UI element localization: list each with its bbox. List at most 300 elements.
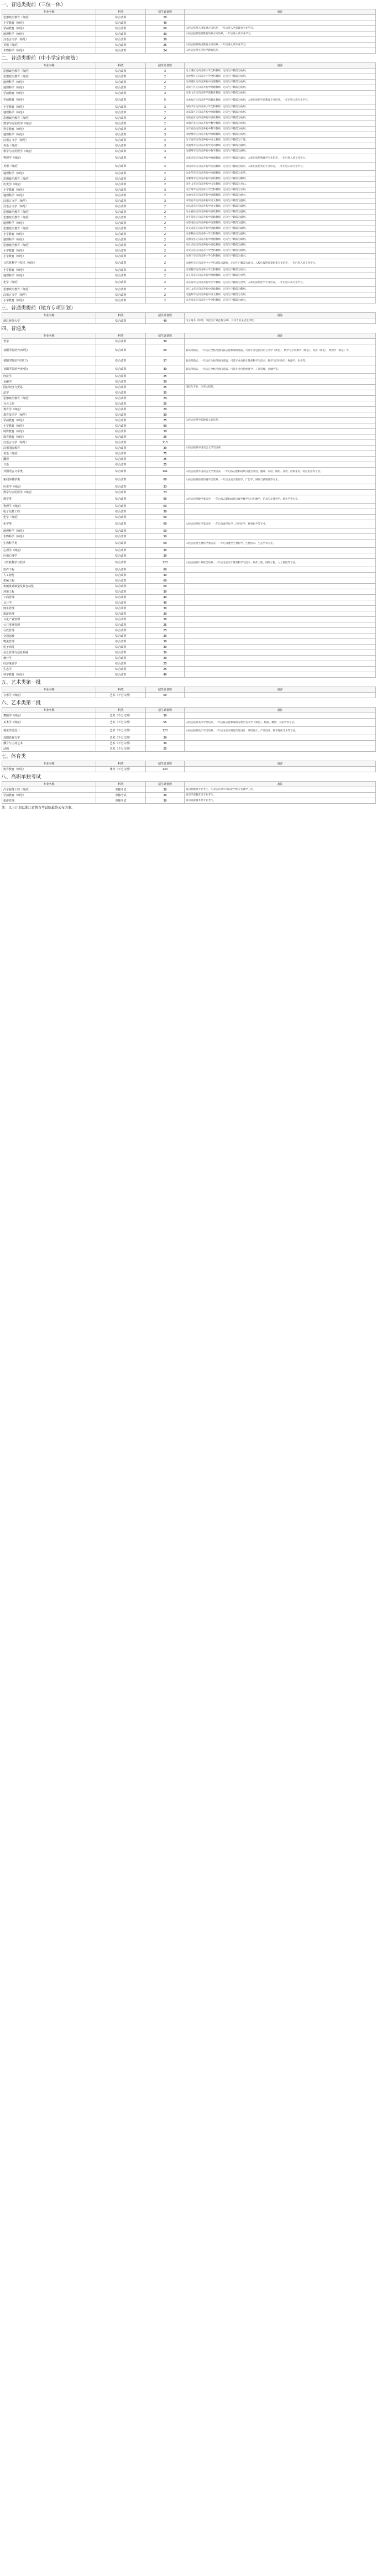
table-row — [2, 667, 376, 672]
note-cell: 电子商务（师范）等招生计划总数为49，具体专业见招生章程。 — [185, 318, 376, 324]
category-cell: 艺术（不分文理） — [96, 693, 146, 698]
table-row — [2, 713, 376, 719]
table-row — [2, 484, 376, 490]
plan-count-cell: 29 — [146, 396, 185, 401]
category-cell: 综合改革 — [96, 20, 146, 26]
note-cell — [185, 15, 376, 20]
category-cell: 综合改革 — [96, 667, 146, 672]
note-cell — [185, 589, 376, 595]
section-title: 七、体育类 — [1, 754, 27, 760]
column-header-note: 备注 — [185, 9, 376, 15]
category-cell: 综合改革 — [96, 476, 146, 484]
category-cell: 综合改革 — [96, 440, 146, 446]
plan-count-cell: 25 — [146, 401, 185, 407]
note-cell: 入校后按照计算机类培养，一年后分流至计算机科学与技术、软件工程、网络工程、人工智能等专业。 — [185, 559, 376, 567]
table-row — [2, 396, 376, 401]
category-cell: 综合改革 — [96, 633, 146, 639]
category-cell: 综合改革 — [96, 15, 146, 20]
note-cell: 入校后按照美术学类培养，一年后按志愿和成绩分流至美术学（师范）、绘画、雕塑、书法学等专业。 — [185, 719, 376, 727]
category-cell: 综合改革 — [96, 515, 146, 520]
table-row — [2, 74, 376, 80]
plan-count-cell: 50 — [146, 528, 185, 534]
column-header-spec: 专业名称 — [2, 708, 96, 713]
category-cell: 综合改革 — [96, 401, 146, 407]
note-cell — [185, 396, 376, 401]
category-cell: 综合改革 — [96, 187, 146, 193]
table-row — [2, 600, 376, 606]
table-row — [2, 221, 376, 226]
table-row — [2, 457, 376, 462]
table-row — [2, 298, 376, 303]
major-name-cell: 翻译 — [2, 457, 96, 462]
plan-count-cell: 2 — [146, 171, 185, 176]
table-row — [2, 567, 376, 573]
note-cell: 为西湖区定向培养初中地理教师，定向生户籍需为杭州。 — [185, 80, 376, 85]
table-row — [2, 451, 376, 457]
plan-count-cell: 30 — [146, 37, 185, 43]
major-name-cell: 地理科学（师范） — [2, 80, 96, 85]
note-cell — [185, 515, 376, 520]
column-header-spec: 专业名称 — [2, 63, 96, 69]
category-cell: 综合改革 — [96, 407, 146, 412]
table-row — [2, 520, 376, 528]
plan-count-cell: 25 — [146, 374, 185, 379]
note-cell: 为义乌市定向培养初中地理教师，定向生户籍需为金华。 — [185, 273, 376, 279]
major-name-cell: 化学类 — [2, 520, 96, 528]
plan-count-cell: 30 — [146, 735, 185, 741]
plan-count-cell: 2 — [146, 248, 185, 254]
note-cell — [185, 553, 376, 559]
table-row — [2, 110, 376, 116]
major-name-cell: 国际经济与贸易 — [2, 385, 96, 390]
major-name-cell: 社会工作 — [2, 401, 96, 407]
plan-count-cell: 30 — [146, 553, 185, 559]
table-row — [2, 793, 376, 798]
note-cell: 为萧山区定向培养学前教育教师，定向生户籍需为杭州。 — [185, 91, 376, 96]
plan-count-cell: 75 — [146, 418, 185, 423]
table-row — [2, 650, 376, 656]
plan-count-cell: 30 — [146, 365, 185, 374]
major-name-cell: 思想政治教育（师范） — [2, 15, 96, 20]
section-title: 五、艺术类第一批 — [1, 680, 41, 685]
category-cell: 综合改革 — [96, 617, 146, 622]
category-cell: 综合改革 — [96, 110, 146, 116]
table-row — [2, 639, 376, 645]
plan-count-cell: 2 — [146, 85, 185, 91]
table-row — [2, 390, 376, 396]
table-header-row — [2, 761, 376, 767]
note-cell — [185, 423, 376, 429]
plan-count-cell: 120 — [146, 559, 185, 567]
major-name-cell: 生态学 — [2, 667, 96, 672]
plan-count-cell: 4 — [146, 163, 185, 171]
plan-count-cell: 115 — [146, 440, 185, 446]
major-name-cell: 思想政治教育（师范） — [2, 116, 96, 121]
table-row — [2, 578, 376, 584]
note-cell: 新高考模式，一年后在全校范围内选拔，可选专业包括经济学、工商管理、金融学等。 — [185, 365, 376, 374]
table-row — [2, 15, 376, 20]
table-row — [2, 243, 376, 248]
plan-count-cell: 20 — [146, 15, 185, 20]
column-header-plan: 招生计划数 — [146, 687, 185, 693]
major-name-cell: 数学类 — [2, 495, 96, 504]
table-row — [2, 104, 376, 110]
plan-count-cell: 25 — [146, 434, 185, 440]
table-row — [2, 116, 376, 121]
plan-count-cell: 3 — [146, 127, 185, 132]
plan-count-cell: 3 — [146, 132, 185, 138]
table-row — [2, 385, 376, 390]
major-name-cell: 汽车服务工程（师范） — [2, 787, 96, 793]
category-cell: 综合改革 — [96, 412, 146, 418]
plan-count-cell: 60 — [146, 520, 185, 528]
plan-table — [2, 781, 376, 804]
table-row — [2, 534, 376, 540]
major-name-cell: 统计学 — [2, 656, 96, 661]
plan-count-cell: 75 — [146, 451, 185, 457]
column-header-cat: 科类 — [96, 333, 146, 339]
table-header-row — [2, 708, 376, 713]
plan-count-cell: 2 — [146, 237, 185, 243]
plan-count-cell: 2 — [146, 298, 185, 303]
category-cell: 综合改革 — [96, 287, 146, 292]
major-name-cell: 汉语言文学（师范） — [2, 204, 96, 210]
plan-count-cell: 2 — [146, 210, 185, 215]
major-name-cell: 机械工程 — [2, 578, 96, 584]
major-name-cell: 思想政治教育（师范） — [2, 396, 96, 401]
note-cell — [185, 617, 376, 622]
plan-count-cell: 90 — [146, 495, 185, 504]
table-row — [2, 176, 376, 182]
note-cell: 为台州市定向培养小学全科教师，定向生户籍需为台州。 — [185, 187, 376, 193]
major-name-cell: 小学教育（师范） — [2, 104, 96, 110]
note-cell — [185, 429, 376, 434]
plan-count-cell: 30 — [146, 645, 185, 650]
plan-table — [2, 312, 376, 324]
note-cell: 为瑞安市定向培养初中语文教师，定向生户籍需为温州。 — [185, 198, 376, 204]
column-header-note: 备注 — [185, 761, 376, 767]
major-name-cell: 戏剧影视文学 — [2, 735, 96, 741]
note-cell: 为龙泉市定向培养小学全科教师，定向生户籍需为丽水。 — [185, 298, 376, 303]
table-row — [2, 573, 376, 578]
note-cell: 为苍南县定向培养初中地理教师，定向生户籍需为温州。 — [185, 221, 376, 226]
category-cell: 综合改革 — [96, 423, 146, 429]
category-cell: 综合改革 — [96, 672, 146, 678]
table-row — [2, 645, 376, 650]
note-cell: 为嘉兴市定向培养初中物理教师，定向生户籍需为嘉兴，入校后按照物理学专业培养，一年后进入该专业学习。 — [185, 154, 376, 163]
category-cell: 综合改革 — [96, 26, 146, 32]
plan-count-cell: 55 — [146, 719, 185, 727]
category-cell: 单独考试 — [96, 787, 146, 793]
note-cell: 为乐清市定向培养初中语文教师，定向生户籍需为温州。 — [185, 204, 376, 210]
plan-table — [2, 687, 376, 698]
major-name-cell: 历史学（师范） — [2, 484, 96, 490]
category-cell: 综合改革 — [96, 292, 146, 298]
note-cell — [185, 735, 376, 741]
plan-count-cell: 30 — [146, 509, 185, 515]
major-name-cell: 数学与应用数学（师范） — [2, 121, 96, 127]
category-cell: 综合改革 — [96, 243, 146, 248]
category-cell: 综合改革 — [96, 132, 146, 138]
note-cell — [185, 645, 376, 650]
table-row — [2, 187, 376, 193]
category-cell: 综合改革 — [96, 215, 146, 221]
major-name-cell: 物理学（师范） — [2, 504, 96, 509]
category-cell: 综合改革 — [96, 182, 146, 187]
category-cell: 综合改革 — [96, 80, 146, 85]
table-row — [2, 226, 376, 232]
plan-count-cell: 30 — [146, 741, 185, 746]
plan-count-cell: 60 — [146, 540, 185, 548]
major-name-cell: 思想政治教育（师范） — [2, 176, 96, 182]
table-row — [2, 504, 376, 509]
category-cell: 综合改革 — [96, 490, 146, 495]
major-name-cell: 英语（师范） — [2, 163, 96, 171]
note-cell — [185, 595, 376, 600]
table-row — [2, 248, 376, 254]
note-cell: 为平阳县定向培养初中思政教师，定向生户籍需为温州。 — [185, 215, 376, 221]
note-cell: 为丽水市定向培养初中地理教师，定向生户籍需为丽水。 — [185, 193, 376, 198]
note-cell: 为诸暨市定向培养小学全科教师，定向生户籍需为绍兴。 — [185, 268, 376, 273]
note-cell: 为富阳区定向培养初中地理教师，定向生户籍需为杭州。 — [185, 110, 376, 116]
plan-count-cell: 5 — [146, 96, 185, 104]
major-name-cell: 软件工程 — [2, 567, 96, 573]
category-cell: 综合改革 — [96, 573, 146, 578]
note-cell — [185, 573, 376, 578]
plan-count-cell: 3 — [146, 187, 185, 193]
note-cell: 为永嘉县定向培养初中思政教师，定向生户籍需为温州。 — [185, 210, 376, 215]
category-cell: 综合改革 — [96, 298, 146, 303]
note-cell — [185, 600, 376, 606]
note-cell — [185, 451, 376, 457]
table-row — [2, 279, 376, 287]
table-row — [2, 446, 376, 451]
category-cell: 综合改革 — [96, 446, 146, 451]
major-name-cell: 生物科学类 — [2, 540, 96, 548]
note-cell — [185, 374, 376, 379]
category-cell: 综合改革 — [96, 259, 146, 268]
category-cell: 综合改革 — [96, 273, 146, 279]
table-row — [2, 204, 376, 210]
column-header-cat: 科类 — [96, 782, 146, 787]
category-cell: 综合改革 — [96, 91, 146, 96]
plan-count-cell: 2 — [146, 116, 185, 121]
plan-count-cell: 60 — [146, 504, 185, 509]
major-name-cell: 小学教育（师范） — [2, 187, 96, 193]
plan-count-cell: 2 — [146, 226, 185, 232]
table-row — [2, 423, 376, 429]
category-cell: 艺术（不分文理） — [96, 735, 146, 741]
note-cell: 为衢州市定向培养初中思政教师，定向生户籍需为衢州。 — [185, 176, 376, 182]
major-name-cell: 汉语言文学（师范） — [2, 292, 96, 298]
note-cell: 为舟山市定向培养初中历史教师，定向生户籍需为舟山。 — [185, 182, 376, 187]
column-header-cat: 科类 — [96, 9, 146, 15]
major-name-cell: 地理科学（师范） — [2, 132, 96, 138]
major-name-cell: 电子信息工程 — [2, 509, 96, 515]
plan-count-cell: 3 — [146, 69, 185, 74]
major-name-cell: 应用心理学 — [2, 553, 96, 559]
plan-count-cell: 4 — [146, 154, 185, 163]
plan-table — [2, 707, 376, 752]
table-row — [2, 182, 376, 187]
major-name-cell: 地理科学（师范） — [2, 85, 96, 91]
category-cell: 综合改革 — [96, 171, 146, 176]
column-header-spec: 专业名称 — [2, 761, 96, 767]
note-cell — [185, 693, 376, 698]
note-cell — [185, 20, 376, 26]
category-cell: 综合改革 — [96, 237, 146, 243]
table-row — [2, 798, 376, 804]
category-cell: 综合改革 — [96, 143, 146, 149]
plan-table — [2, 333, 376, 678]
major-name-cell: 学前教育（师范） — [2, 91, 96, 96]
major-name-cell: 交通运输 — [2, 633, 96, 639]
table-row — [2, 37, 376, 43]
major-name-cell: 地理科学（师范） — [2, 193, 96, 198]
table-row — [2, 127, 376, 132]
note-cell — [185, 741, 376, 746]
column-header-plan: 招生计划数 — [146, 63, 185, 69]
category-cell: 综合改革 — [96, 74, 146, 80]
plan-count-cell: 2 — [146, 221, 185, 226]
category-cell: 综合改革 — [96, 193, 146, 198]
column-header-plan: 招生计划数 — [146, 333, 185, 339]
footnote: 注：以上计划以浙江省教育考试院最终公布为准。 — [2, 806, 75, 810]
note-cell — [185, 407, 376, 412]
plan-count-cell: 2 — [146, 193, 185, 198]
major-name-cell: 英语（师范） — [2, 43, 96, 48]
table-row — [2, 357, 376, 365]
category-cell: 综合改革 — [96, 385, 146, 390]
major-name-cell: 法学 — [2, 390, 96, 396]
category-cell: 综合改革 — [96, 390, 146, 396]
plan-count-cell: 30 — [146, 798, 185, 804]
table-row — [2, 154, 376, 163]
plan-count-cell: 2 — [146, 176, 185, 182]
category-cell: 体育（不分文理） — [96, 767, 146, 772]
major-name-cell: 思想政治教育（师范） — [2, 74, 96, 80]
table-row — [2, 719, 376, 727]
plan-count-cell: 25 — [146, 462, 185, 468]
note-cell — [185, 767, 376, 772]
category-cell: 综合改革 — [96, 584, 146, 589]
note-cell — [185, 567, 376, 573]
plan-count-cell: 2 — [146, 232, 185, 237]
major-name-cell: 教育学（师范） — [2, 407, 96, 412]
major-name-cell: 外国语言文学类 — [2, 468, 96, 476]
category-cell: 综合改革 — [96, 268, 146, 273]
category-cell: 综合改革 — [96, 484, 146, 490]
note-cell: 为拱墅区定向培养小学全科教师，定向生户籍需为杭州。 — [185, 74, 376, 80]
note-cell: 面向旅游服务类专业考生。 — [185, 798, 376, 804]
plan-count-cell: 2 — [146, 110, 185, 116]
note-cell: 为文成县定向培养初中思政教师，定向生户籍需为温州。 — [185, 226, 376, 232]
plan-count-cell: 30 — [146, 617, 185, 622]
major-name-cell: 思想政治教育（师范） — [2, 243, 96, 248]
table-row — [2, 132, 376, 138]
major-name-cell: 生物科学（师范） — [2, 48, 96, 54]
major-name-cell: 地理科学（师范） — [2, 171, 96, 176]
note-cell: 入校后按照设计学类培养，一年后分流至视觉传达设计、环境设计、产品设计、数字媒体艺术等专业。 — [185, 727, 376, 735]
major-name-cell: 地理科学（师范） — [2, 32, 96, 37]
note-cell: 为桐乡市定向培养中小学信息技术教师，定向生户籍需为嘉兴，入校后按照计算机类专业培养，一年后进入该专业学习。 — [185, 259, 376, 268]
category-cell: 综合改革 — [96, 96, 146, 104]
note-cell: 入校后按照英语教育方向培养，一年后进入该专业学习。 — [185, 43, 376, 48]
category-cell: 综合改革 — [96, 85, 146, 91]
note-cell: 入校后按照地理教育培养方向培养，一年后进入该专业学习。 — [185, 32, 376, 37]
plan-count-cell: 4 — [146, 138, 185, 143]
note-cell: 为江山市定向培养初中思政教师，定向生户籍需为衢州。 — [185, 287, 376, 292]
plan-count-cell: 2 — [146, 292, 185, 298]
plan-count-cell: 2 — [146, 204, 185, 210]
plan-count-cell: 50 — [146, 534, 185, 540]
plan-count-cell: 2 — [146, 182, 185, 187]
table-row — [2, 171, 376, 176]
category-cell: 综合改革 — [96, 318, 146, 324]
plan-count-cell: 30 — [146, 446, 185, 451]
note-cell: 面向机械类专业考生，毕业后从事中等职业学校专业教学工作。 — [185, 787, 376, 793]
category-cell: 艺术（不分文理） — [96, 719, 146, 727]
table-row — [2, 462, 376, 468]
note-cell — [185, 667, 376, 672]
table-row — [2, 121, 376, 127]
major-name-cell: 地理科学（师范） — [2, 528, 96, 534]
plan-count-cell: 30 — [146, 339, 185, 344]
category-cell: 综合改革 — [96, 226, 146, 232]
plan-count-cell: 3 — [146, 104, 185, 110]
major-name-cell: 化学（师范） — [2, 515, 96, 520]
plan-count-cell: 60 — [146, 344, 185, 357]
plan-count-cell: 30 — [146, 639, 185, 645]
plan-count-cell: 2 — [146, 121, 185, 127]
category-cell: 综合改革 — [96, 69, 146, 74]
plan-count-cell: 30 — [146, 589, 185, 595]
column-header-cat: 科类 — [96, 313, 146, 318]
plan-count-cell: 20 — [146, 407, 185, 412]
plan-table — [2, 761, 376, 772]
category-cell: 综合改革 — [96, 32, 146, 37]
plan-count-cell: 3 — [146, 198, 185, 204]
major-name-cell: 公共事业管理 — [2, 622, 96, 628]
table-header-row — [2, 687, 376, 693]
category-cell: 综合改革 — [96, 116, 146, 121]
major-name-cell: 初阳学院培养(经管) — [2, 365, 96, 374]
major-name-cell: 科学教育（师范） — [2, 127, 96, 132]
plan-count-cell: 57 — [146, 357, 185, 365]
plan-count-cell: 30 — [146, 412, 185, 418]
category-cell: 艺术（不分文理） — [96, 746, 146, 752]
note-cell — [185, 37, 376, 43]
table-row — [2, 292, 376, 298]
plan-count-cell: 25 — [146, 661, 185, 667]
plan-count-cell: 2 — [146, 243, 185, 248]
category-cell: 单独考试 — [96, 793, 146, 798]
category-cell: 综合改革 — [96, 600, 146, 606]
major-name-cell: 科学教育（师范） — [2, 672, 96, 678]
note-cell: 入校后按照学前教育大类培养。 — [185, 418, 376, 423]
note-cell: 入校后按照化学类培养，一年后分流至化学、应用化学、材料化学等专业。 — [185, 520, 376, 528]
category-cell: 综合改革 — [96, 639, 146, 645]
category-cell: 综合改革 — [96, 606, 146, 611]
column-header-plan: 招生计划数 — [146, 708, 185, 713]
table-row — [2, 495, 376, 504]
category-cell: 综合改革 — [96, 48, 146, 54]
major-name-cell: 汉语国际教育 — [2, 446, 96, 451]
table-row — [2, 656, 376, 661]
major-name-cell: 地理科学（师范） — [2, 273, 96, 279]
major-name-cell: 物流管理 — [2, 639, 96, 645]
major-name-cell: 初阳学院培养(师范) — [2, 344, 96, 357]
